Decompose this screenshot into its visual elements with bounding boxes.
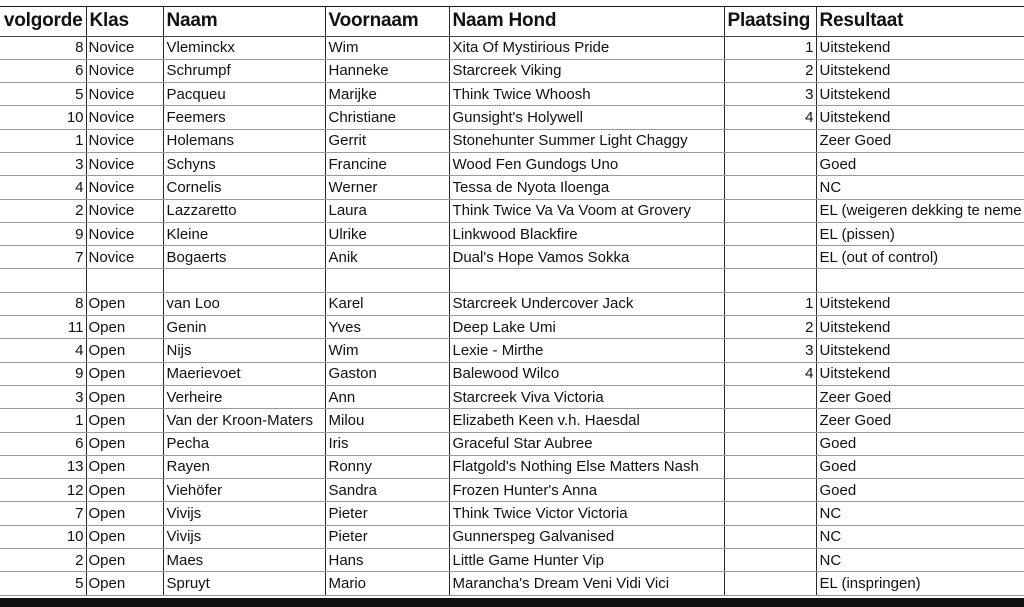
cell-naam[interactable]: Viehöfer xyxy=(163,479,325,502)
table-row xyxy=(0,339,1024,362)
cell-naam[interactable]: Holemans xyxy=(163,129,325,152)
cell-volgorde[interactable]: 4 xyxy=(0,176,86,199)
cell-naam-hond[interactable]: Graceful Star Aubree xyxy=(449,432,724,455)
cell-volgorde[interactable]: 4 xyxy=(0,339,86,362)
header-voornaam[interactable]: Voornaam xyxy=(325,7,449,36)
cell-naam-hond[interactable]: Lexie - Mirthe xyxy=(449,339,724,362)
cell-plaatsing[interactable] xyxy=(724,432,816,455)
cell-volgorde[interactable]: 9 xyxy=(0,362,86,385)
table-row xyxy=(0,479,1024,502)
cell-voornaam[interactable]: Mario xyxy=(325,572,449,595)
cell-volgorde[interactable] xyxy=(0,269,86,292)
table-row xyxy=(0,83,1024,106)
cell-voornaam[interactable]: Ulrike xyxy=(325,222,449,245)
cell-plaatsing[interactable] xyxy=(724,246,816,269)
table-row xyxy=(0,176,1024,199)
cell-naam-hond[interactable]: Marancha's Dream Veni Vidi Vici xyxy=(449,572,724,595)
cell-naam-hond[interactable]: Wood Fen Gundogs Uno xyxy=(449,152,724,175)
cell-plaatsing[interactable] xyxy=(724,222,816,245)
table-row xyxy=(0,316,1024,339)
cell-resultaat[interactable]: Goed xyxy=(816,479,1024,502)
cell-plaatsing[interactable]: 2 xyxy=(724,59,816,82)
cell-voornaam[interactable]: Yves xyxy=(325,316,449,339)
cell-naam[interactable]: Rayen xyxy=(163,455,325,478)
cell-naam[interactable]: Maerievoet xyxy=(163,362,325,385)
cell-resultaat[interactable]: Uitstekend xyxy=(816,106,1024,129)
cell-klas[interactable]: Novice xyxy=(86,83,163,106)
cell-naam[interactable] xyxy=(163,269,325,292)
cell-klas[interactable]: Novice xyxy=(86,246,163,269)
cell-naam-hond[interactable]: Elizabeth Keen v.h. Haesdal xyxy=(449,409,724,432)
cell-resultaat[interactable]: Goed xyxy=(816,455,1024,478)
cell-plaatsing[interactable] xyxy=(724,269,816,292)
cell-klas[interactable]: Novice xyxy=(86,129,163,152)
table-row xyxy=(0,59,1024,82)
cell-klas[interactable]: Open xyxy=(86,549,163,572)
cell-resultaat[interactable]: Uitstekend xyxy=(816,362,1024,385)
cell-klas[interactable]: Open xyxy=(86,339,163,362)
cell-volgorde[interactable]: 5 xyxy=(0,83,86,106)
cell-klas[interactable]: Open xyxy=(86,385,163,408)
cell-klas[interactable]: Novice xyxy=(86,106,163,129)
cell-resultaat[interactable]: Uitstekend xyxy=(816,316,1024,339)
cell-naam-hond[interactable]: Deep Lake Umi xyxy=(449,316,724,339)
cell-volgorde[interactable]: 1 xyxy=(0,409,86,432)
cell-resultaat[interactable]: Goed xyxy=(816,152,1024,175)
cell-plaatsing[interactable] xyxy=(724,199,816,222)
cell-klas[interactable]: Open xyxy=(86,292,163,315)
cell-klas[interactable]: Open xyxy=(86,572,163,595)
cell-naam[interactable]: Vleminckx xyxy=(163,36,325,59)
cell-naam[interactable]: Verheire xyxy=(163,385,325,408)
cell-klas[interactable]: Open xyxy=(86,316,163,339)
table-row xyxy=(0,292,1024,315)
cell-klas[interactable]: Novice xyxy=(86,222,163,245)
cell-plaatsing[interactable] xyxy=(724,549,816,572)
cell-volgorde[interactable]: 9 xyxy=(0,222,86,245)
cell-volgorde[interactable]: 10 xyxy=(0,106,86,129)
cell-resultaat[interactable] xyxy=(816,269,1024,292)
cell-voornaam[interactable]: Ann xyxy=(325,385,449,408)
cell-resultaat[interactable]: Zeer Goed xyxy=(816,385,1024,408)
cell-naam[interactable]: Lazzaretto xyxy=(163,199,325,222)
cell-naam[interactable]: Schyns xyxy=(163,152,325,175)
cell-volgorde[interactable]: 6 xyxy=(0,432,86,455)
header-row xyxy=(0,7,1024,36)
cell-naam[interactable]: Kleine xyxy=(163,222,325,245)
cell-resultaat[interactable]: NC xyxy=(816,502,1024,525)
cell-volgorde[interactable]: 12 xyxy=(0,479,86,502)
cell-voornaam[interactable]: Laura xyxy=(325,199,449,222)
table-row xyxy=(0,455,1024,478)
cell-naam[interactable]: Nijs xyxy=(163,339,325,362)
cell-plaatsing[interactable]: 3 xyxy=(724,339,816,362)
cell-plaatsing[interactable] xyxy=(724,455,816,478)
cell-naam-hond[interactable]: Starcreek Viking xyxy=(449,59,724,82)
cell-volgorde[interactable]: 7 xyxy=(0,502,86,525)
cell-naam-hond[interactable]: Gunsight's Holywell xyxy=(449,106,724,129)
cell-naam[interactable]: Feemers xyxy=(163,106,325,129)
results-table xyxy=(0,7,1024,596)
table-row xyxy=(0,502,1024,525)
cell-volgorde[interactable]: 2 xyxy=(0,549,86,572)
cell-naam-hond[interactable]: Little Game Hunter Vip xyxy=(449,549,724,572)
cell-klas[interactable]: Open xyxy=(86,432,163,455)
cell-resultaat[interactable]: Zeer Goed xyxy=(816,409,1024,432)
cell-naam-hond[interactable]: Stonehunter Summer Light Chaggy xyxy=(449,129,724,152)
cell-voornaam[interactable]: Sandra xyxy=(325,479,449,502)
cell-klas[interactable]: Novice xyxy=(86,152,163,175)
cell-voornaam[interactable]: Francine xyxy=(325,152,449,175)
table-row xyxy=(0,385,1024,408)
table-row xyxy=(0,152,1024,175)
cell-resultaat[interactable]: Uitstekend xyxy=(816,59,1024,82)
cell-volgorde[interactable]: 3 xyxy=(0,385,86,408)
cell-klas[interactable]: Open xyxy=(86,362,163,385)
header-plaatsing[interactable]: Plaatsing xyxy=(724,7,816,36)
table-row xyxy=(0,222,1024,245)
cell-plaatsing[interactable]: 4 xyxy=(724,362,816,385)
table-row xyxy=(0,362,1024,385)
cell-resultaat[interactable]: EL (pissen) xyxy=(816,222,1024,245)
cell-naam-hond[interactable]: Think Twice Victor Victoria xyxy=(449,502,724,525)
cell-volgorde[interactable]: 8 xyxy=(0,36,86,59)
cell-naam-hond[interactable]: Think Twice Whoosh xyxy=(449,83,724,106)
cell-klas[interactable]: Novice xyxy=(86,36,163,59)
cell-volgorde[interactable]: 3 xyxy=(0,152,86,175)
cell-klas[interactable]: Novice xyxy=(86,199,163,222)
cell-volgorde[interactable]: 7 xyxy=(0,246,86,269)
cell-voornaam[interactable]: Karel xyxy=(325,292,449,315)
cell-volgorde[interactable]: 13 xyxy=(0,455,86,478)
cell-klas[interactable]: Open xyxy=(86,409,163,432)
cell-klas[interactable] xyxy=(86,269,163,292)
cell-voornaam[interactable]: Hanneke xyxy=(325,59,449,82)
cell-plaatsing[interactable] xyxy=(724,385,816,408)
cell-resultaat[interactable]: Uitstekend xyxy=(816,339,1024,362)
table-row xyxy=(0,525,1024,548)
cell-naam-hond[interactable] xyxy=(449,269,724,292)
cell-plaatsing[interactable]: 1 xyxy=(724,36,816,59)
cell-volgorde[interactable]: 6 xyxy=(0,59,86,82)
header-naam[interactable]: Naam xyxy=(163,7,325,36)
cell-naam[interactable]: van Loo xyxy=(163,292,325,315)
table-row xyxy=(0,269,1024,292)
cell-naam[interactable]: Maes xyxy=(163,549,325,572)
cell-naam[interactable]: Spruyt xyxy=(163,572,325,595)
cell-resultaat[interactable]: Zeer Goed xyxy=(816,129,1024,152)
table-row xyxy=(0,409,1024,432)
cell-resultaat[interactable]: Uitstekend xyxy=(816,292,1024,315)
cell-voornaam[interactable]: Gerrit xyxy=(325,129,449,152)
cell-voornaam[interactable]: Iris xyxy=(325,432,449,455)
cell-plaatsing[interactable] xyxy=(724,502,816,525)
cell-naam[interactable]: Vivijs xyxy=(163,502,325,525)
cell-plaatsing[interactable] xyxy=(724,152,816,175)
cell-resultaat[interactable]: EL (out of control) xyxy=(816,246,1024,269)
cell-resultaat[interactable]: Goed xyxy=(816,432,1024,455)
cell-naam[interactable]: Genin xyxy=(163,316,325,339)
cell-naam[interactable]: Pecha xyxy=(163,432,325,455)
cell-plaatsing[interactable] xyxy=(724,129,816,152)
cell-naam[interactable]: Schrumpf xyxy=(163,59,325,82)
cell-voornaam[interactable]: Wim xyxy=(325,36,449,59)
header-resultaat[interactable]: Resultaat xyxy=(816,7,1024,36)
cell-naam-hond[interactable]: Gunnerspeg Galvanised xyxy=(449,525,724,548)
cell-naam[interactable]: Bogaerts xyxy=(163,246,325,269)
table-row xyxy=(0,199,1024,222)
cell-naam-hond[interactable]: Frozen Hunter's Anna xyxy=(449,479,724,502)
cell-naam-hond[interactable]: Tessa de Nyota Iloenga xyxy=(449,176,724,199)
cell-voornaam[interactable]: Pieter xyxy=(325,525,449,548)
cell-resultaat[interactable]: NC xyxy=(816,176,1024,199)
cell-naam-hond[interactable]: Balewood Wilco xyxy=(449,362,724,385)
table-row xyxy=(0,432,1024,455)
cell-naam-hond[interactable]: Think Twice Va Va Voom at Grovery xyxy=(449,199,724,222)
cell-naam-hond[interactable]: Xita Of Mystirious Pride xyxy=(449,36,724,59)
table-row xyxy=(0,36,1024,59)
cell-naam[interactable]: Vivijs xyxy=(163,525,325,548)
cell-plaatsing[interactable] xyxy=(724,409,816,432)
cell-voornaam[interactable]: Marijke xyxy=(325,83,449,106)
cell-klas[interactable]: Open xyxy=(86,525,163,548)
cell-resultaat[interactable]: NC xyxy=(816,549,1024,572)
cell-plaatsing[interactable]: 1 xyxy=(724,292,816,315)
cell-klas[interactable]: Novice xyxy=(86,59,163,82)
cell-voornaam[interactable]: Gaston xyxy=(325,362,449,385)
cell-naam[interactable]: Cornelis xyxy=(163,176,325,199)
table-row xyxy=(0,106,1024,129)
cell-voornaam[interactable] xyxy=(325,269,449,292)
cell-voornaam[interactable]: Anik xyxy=(325,246,449,269)
cell-klas[interactable]: Open xyxy=(86,502,163,525)
cell-resultaat[interactable]: EL (inspringen) xyxy=(816,572,1024,595)
cell-resultaat[interactable]: Uitstekend xyxy=(816,36,1024,59)
cell-naam[interactable]: Pacqueu xyxy=(163,83,325,106)
cell-voornaam[interactable]: Christiane xyxy=(325,106,449,129)
cell-plaatsing[interactable] xyxy=(724,479,816,502)
cell-voornaam[interactable]: Ronny xyxy=(325,455,449,478)
header-naam-hond[interactable]: Naam Hond xyxy=(449,7,724,36)
cell-volgorde[interactable]: 8 xyxy=(0,292,86,315)
results-sheet xyxy=(0,6,1024,596)
cell-voornaam[interactable]: Hans xyxy=(325,549,449,572)
cell-voornaam[interactable]: Wim xyxy=(325,339,449,362)
table-row xyxy=(0,246,1024,269)
cell-klas[interactable]: Open xyxy=(86,455,163,478)
cell-volgorde[interactable]: 1 xyxy=(0,129,86,152)
cell-plaatsing[interactable]: 4 xyxy=(724,106,816,129)
cell-resultaat[interactable]: Uitstekend xyxy=(816,83,1024,106)
cell-voornaam[interactable]: Werner xyxy=(325,176,449,199)
cell-klas[interactable]: Open xyxy=(86,479,163,502)
cell-naam-hond[interactable]: Starcreek Undercover Jack xyxy=(449,292,724,315)
header-volgorde[interactable]: volgorde xyxy=(0,7,86,36)
cell-naam-hond[interactable]: Flatgold's Nothing Else Matters Nash xyxy=(449,455,724,478)
cell-plaatsing[interactable]: 3 xyxy=(724,83,816,106)
cell-volgorde[interactable]: 10 xyxy=(0,525,86,548)
cell-naam[interactable]: Van der Kroon-Maters xyxy=(163,409,325,432)
cell-plaatsing[interactable]: 2 xyxy=(724,316,816,339)
bottom-edge-bar xyxy=(0,598,1024,607)
header-klas[interactable]: Klas xyxy=(86,7,163,36)
cell-plaatsing[interactable] xyxy=(724,176,816,199)
cell-voornaam[interactable]: Pieter xyxy=(325,502,449,525)
cell-plaatsing[interactable] xyxy=(724,572,816,595)
cell-resultaat[interactable]: EL (weigeren dekking te neme xyxy=(816,199,1024,222)
cell-plaatsing[interactable] xyxy=(724,525,816,548)
table-row xyxy=(0,129,1024,152)
cell-volgorde[interactable]: 11 xyxy=(0,316,86,339)
cell-klas[interactable]: Novice xyxy=(86,176,163,199)
cell-volgorde[interactable]: 5 xyxy=(0,572,86,595)
cell-naam-hond[interactable]: Dual's Hope Vamos Sokka xyxy=(449,246,724,269)
cell-resultaat[interactable]: NC xyxy=(816,525,1024,548)
table-row xyxy=(0,549,1024,572)
cell-volgorde[interactable]: 2 xyxy=(0,199,86,222)
cell-voornaam[interactable]: Milou xyxy=(325,409,449,432)
table-row xyxy=(0,572,1024,595)
cell-naam-hond[interactable]: Linkwood Blackfire xyxy=(449,222,724,245)
cell-naam-hond[interactable]: Starcreek Viva Victoria xyxy=(449,385,724,408)
